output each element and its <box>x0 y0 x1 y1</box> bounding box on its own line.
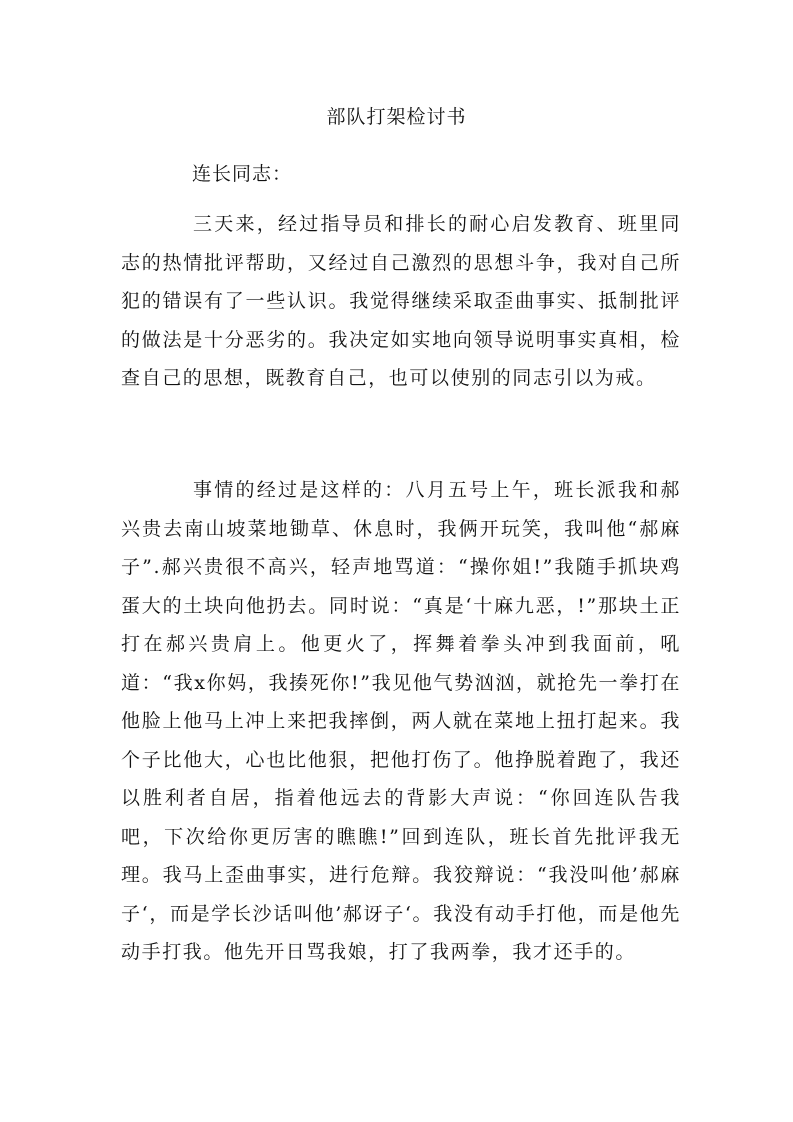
document-title: 部队打架检讨书 <box>326 106 467 128</box>
salutation: 连长同志： <box>192 163 293 185</box>
body-paragraph-2: 事情的经过是这样的：八月五号上午，班长派我和郝兴贵去南山坡菜地锄草、休息时，我俩开玩笑，我叫他“郝麻子”.郝兴贵很不高兴，轻声地骂道：“操你姐!”我随手抓块鸡蛋大的土块向他扔去。同时说：“真是‘十麻九恶，!”那块土正打在郝兴贵肩上。他更火了，挥舞着拳头冲到我面前，吼道：“我x你妈，我揍死你!”我见他气势汹汹，就抢先一拳打在他脸上他马上冲上来把我摔倒，两人就在菜地上扭打起来。我个子比他大，心也比他狠，把他打伤了。他挣脱着跑了，我还以胜利者自居，指着他远去的背影大声说：“你回连队告我吧，下次给你更厉害的瞧瞧!”回到连队，班长首先批评我无理。我马上歪曲事实，进行危辩。我狡辩说：“我没叫他’郝麻子‘，而是学长沙话叫他’郝讶子‘。我没有动手打他，而是他先动手打我。他先开日骂我娘，打了我两拳，我才还手的。 <box>121 479 681 963</box>
body-paragraph-1: 三天来，经过指导员和排长的耐心启发教育、班里同志的热情批评帮助，又经过自己激烈的思想斗争，我对自己所犯的错误有了一些认识。我觉得继续采取歪曲事实、抵制批评的做法是十分恶劣的。我决定如实地向领导说明事实真相，检查自己的思想，既教育自己，也可以使别的同志引以为戒。 <box>121 213 681 389</box>
